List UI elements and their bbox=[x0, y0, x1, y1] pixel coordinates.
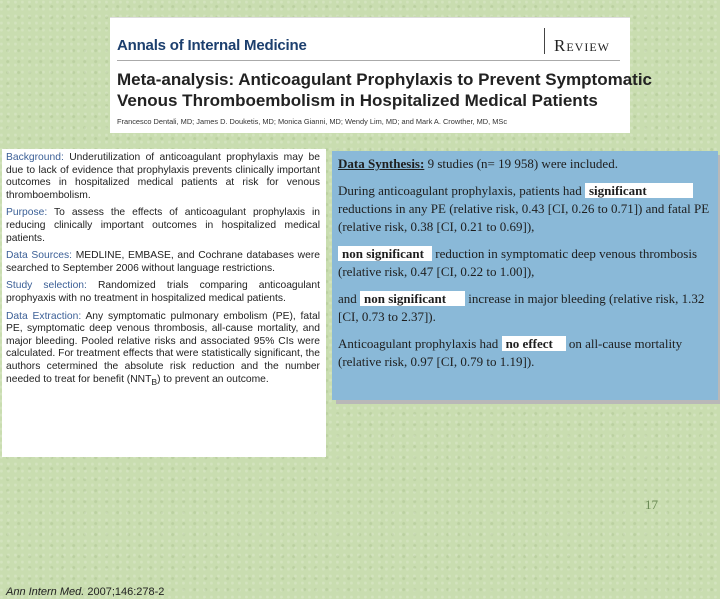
header-divider bbox=[544, 28, 545, 54]
background-label: Background: bbox=[6, 152, 64, 163]
mortality-paragraph bbox=[338, 335, 718, 371]
extraction-text-a: Any symptomatic pulmonary embolism (PE), fatal PE, symptomatic deep venous thrombosis, all-cause mortality, and major bleeding. Pooled relative risks and associated 95% CIs were calculated. For treatment effects that were statistically significant, the authors cetermined the absolute risk reduction and the number needed to treat for benefit (NNT bbox=[6, 310, 321, 385]
section-label-text: Review bbox=[554, 36, 610, 55]
no-effect-highlight: no effect bbox=[502, 336, 566, 351]
abstract-selection bbox=[6, 280, 320, 305]
article-authors: Francesco Dentali, MD; James D. Douketis, MD; Monica Gianni, MD; Wendy Lim, MD; and Mark A. Crowther, MD, MSc bbox=[117, 117, 508, 126]
dvt-paragraph bbox=[338, 245, 718, 281]
abstract-background bbox=[6, 152, 320, 202]
data-synthesis-panel bbox=[332, 151, 718, 400]
synthesis-paragraph bbox=[338, 155, 718, 173]
article-title-line-1: Meta-analysis: Anticoagulant Prophylaxis to Prevent Symptomatic bbox=[117, 70, 653, 89]
extraction-text-b: ) to prevent an outcome. bbox=[157, 373, 269, 385]
abstract-purpose bbox=[6, 207, 320, 245]
slide-page-number: 17 bbox=[645, 497, 658, 512]
mortality-text-a: Anticoagulant prophylaxis had bbox=[338, 336, 502, 351]
dvt-text: reduction in symptomatic deep venous thrombosis (relative risk, 0.47 [CI, 0.22 to 1.00]), bbox=[338, 246, 698, 279]
section-label bbox=[554, 36, 610, 56]
pe-paragraph bbox=[338, 182, 718, 236]
citation-pages: ;146:278-2 bbox=[111, 586, 165, 598]
pe-text-b: reductions in any PE (relative risk, 0.43 [CI, 0.26 to 0.71]) and fatal PE (relative risk, 0.38 [CI, 0.21 to 0.69]), bbox=[338, 201, 710, 234]
selection-label: Study selection: bbox=[6, 280, 87, 292]
pe-text-a: During anticoagulant prophylaxis, patients had bbox=[338, 183, 585, 198]
citation-year: 2007 bbox=[87, 586, 112, 598]
abstract-extraction bbox=[6, 311, 320, 389]
mortality-text-b: on all-cause mortality (relative risk, 0.97 [CI, 0.79 to 1.19]). bbox=[338, 336, 683, 369]
selection-text: Randomized trials comparing anticoagulant prophyaxis with no treatment in hospitalized medical patients. bbox=[6, 280, 320, 304]
purpose-text: To assess the effects of anticoagulant prophylaxis in reducing clinically important outcomes in hospitalized medical patients. bbox=[6, 207, 320, 244]
extraction-label: Data Extraction: bbox=[6, 310, 82, 322]
article-title-line-2: Venous Thromboembolism in Hospitalized Medical Patients bbox=[117, 91, 598, 110]
header-rule bbox=[117, 60, 620, 61]
significant-highlight: significant bbox=[585, 183, 693, 198]
citation-journal: Ann Intern Med. bbox=[6, 586, 85, 598]
journal-name: Annals of Internal Medicine bbox=[117, 37, 307, 54]
background-text: Underutilization of anticoagulant prophylaxis may be due to lack of evidence that prophylaxis prevents clinically important outcomes in hospitalized medical patients at risk for venous thromboembolism. bbox=[6, 152, 320, 201]
abstract-sources bbox=[6, 250, 320, 275]
abstract-image bbox=[2, 149, 326, 598]
bleeding-paragraph bbox=[338, 290, 718, 326]
bleeding-text-a: and bbox=[338, 291, 361, 306]
synthesis-text: 9 studies (n= 19 958) were included. bbox=[424, 156, 618, 171]
sources-text: MEDLINE, EMBASE, and Cochrane databases were searched to September 2006 without language restrictions. bbox=[6, 250, 320, 274]
bleeding-text-b: increase in major bleeding (relative risk, 1.32 [CI, 0.73 to 2.37]). bbox=[338, 291, 705, 324]
non-significant-highlight-1: non significant bbox=[338, 246, 432, 261]
citation bbox=[6, 586, 164, 599]
article-header-image bbox=[110, 17, 653, 133]
sources-label: Data Sources: bbox=[6, 250, 73, 262]
non-significant-highlight-2: non significant bbox=[360, 291, 465, 306]
synthesis-label: Data Synthesis: bbox=[338, 156, 425, 171]
purpose-label: Purpose: bbox=[6, 207, 48, 219]
nnt-subscript: B bbox=[151, 376, 158, 387]
